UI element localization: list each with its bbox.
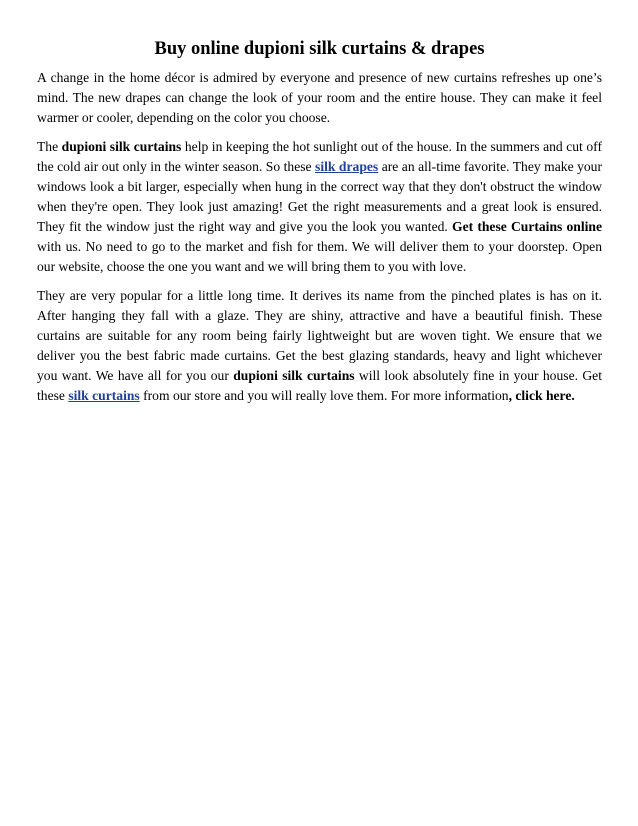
paragraph-intro: A change in the home décor is admired by everyone and presence of new curtains refreshes up one’s mind. The new drapes can change the look of your room and the entire house. They can make it feel warmer or cooler, depending on the color you choose. bbox=[37, 70, 602, 125]
silk-curtains-link[interactable]: silk curtains bbox=[68, 388, 140, 403]
p2-bold-get-curtains-online: Get these Curtains online bbox=[452, 219, 602, 234]
p3-bold-dupioni-silk-curtains: dupioni silk curtains bbox=[233, 368, 355, 383]
paragraph-dupioni-benefits bbox=[37, 137, 602, 277]
p2-text-2: help in keeping the hot sunlight out of the house. In the summers and cut off the cold air out only in the winter season. So these bbox=[37, 139, 602, 174]
p2-text-1: The bbox=[37, 139, 62, 154]
p2-bold-dupioni-silk-curtains: dupioni silk curtains bbox=[61, 139, 182, 154]
p3-text-1: They are very popular for a little long time. It derives its name from the pinched plates is has on it. After hanging they fall with a glaze. They are shiny, attractive and have a beautiful finish. These curtains are suitable for any room being fairly lightweight but are woven tight. We ensure that we deliver you the best fabric made curtains. Get the best glazing standards, heavy and light whichever you want. We have all for you our bbox=[37, 288, 602, 383]
p3-text-3: from our store and you will really love them. For more information bbox=[139, 388, 509, 403]
p3-text-2: will look absolutely fine in your house. Get these bbox=[37, 368, 602, 403]
p2-text-4: with us. No need to go to the market and fish for them. We will deliver them to your doorstep. Open our website, choose the one you want and we will bring them to you with love. bbox=[37, 239, 602, 274]
paragraph-popularity bbox=[37, 286, 602, 406]
silk-drapes-link[interactable]: silk drapes bbox=[315, 159, 379, 174]
p2-text-3: are an all-time favorite. They make your windows look a bit larger, especially when hung in the correct way that they don't obstruct the window when they're open. They look just amazing! Get the right measurements and a great look is ensured. They fit the window just the right way and give you the look you wanted. bbox=[37, 159, 603, 234]
document-page bbox=[37, 38, 602, 415]
click-here-link[interactable]: , click here. bbox=[508, 388, 575, 403]
document-title: Buy online dupioni silk curtains & drapes bbox=[154, 39, 485, 59]
